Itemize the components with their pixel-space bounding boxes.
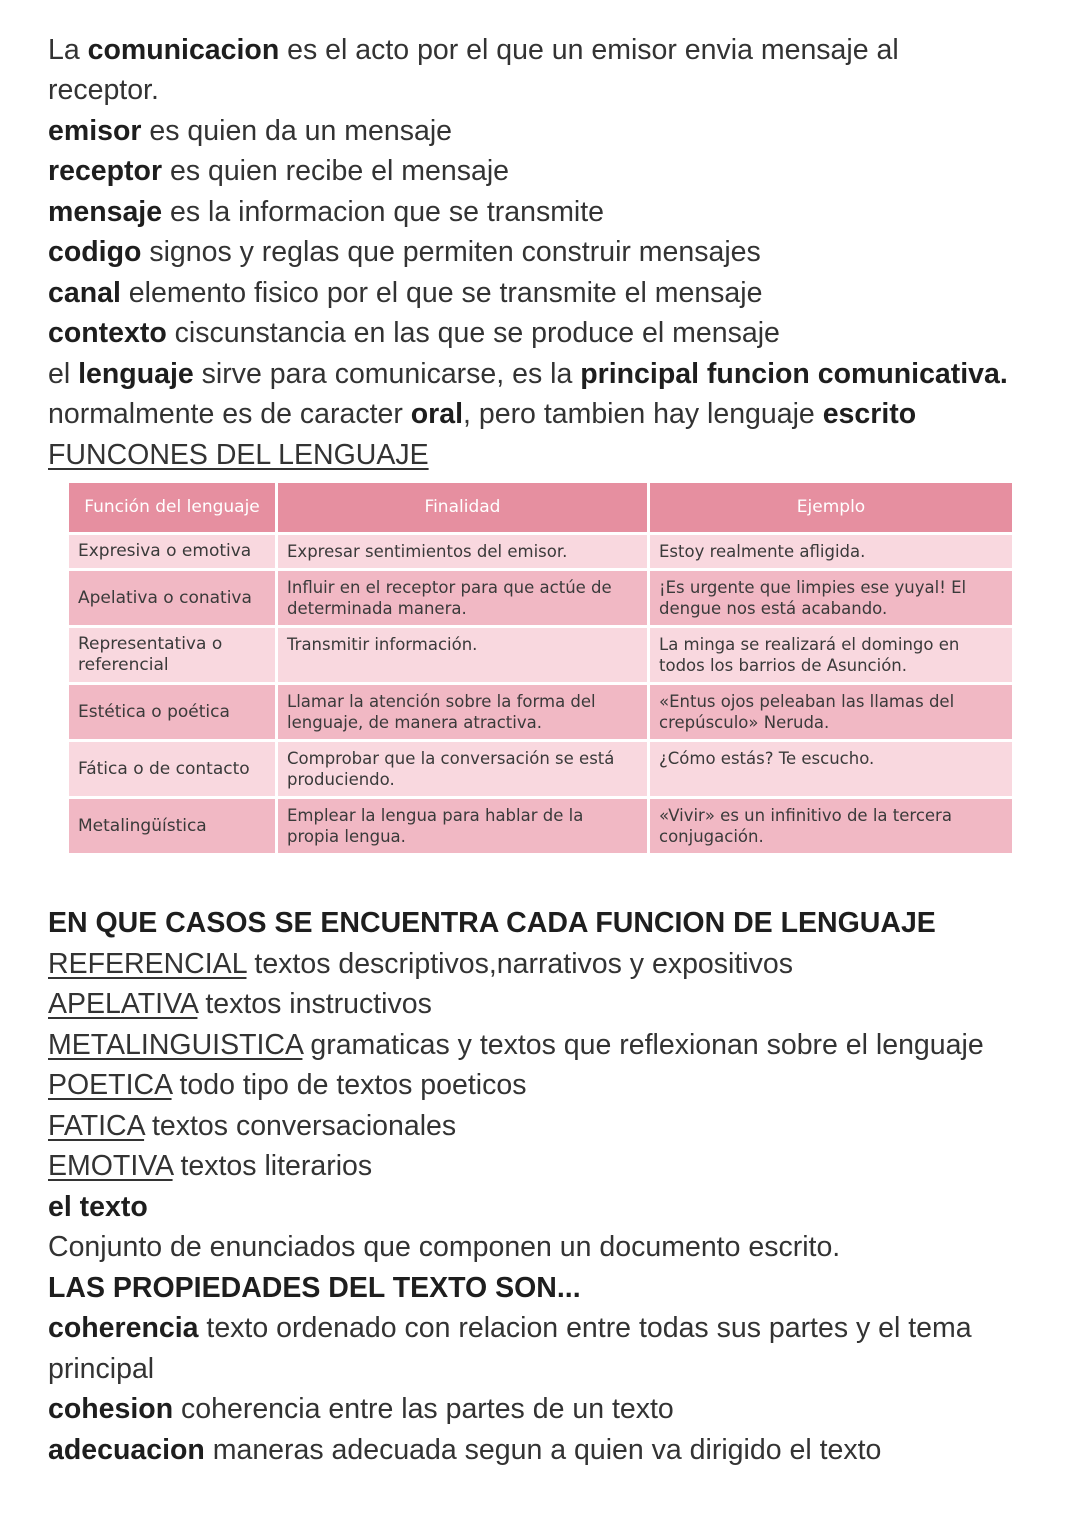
term: emisor	[48, 115, 142, 147]
text: normalmente es de caracter	[48, 398, 411, 430]
term: mensaje	[48, 196, 163, 228]
header-funcion: Función del lenguaje	[68, 482, 277, 534]
section-title-funciones: FUNCONES DEL LENGUAJE	[48, 439, 429, 471]
term: coherencia	[48, 1312, 199, 1344]
caso-text: todo tipo de textos poeticos	[171, 1069, 527, 1101]
term-oral: oral	[410, 398, 464, 430]
caso-text: gramaticas y textos que reflexionan sobre el lenguaje	[302, 1029, 984, 1061]
definition: es la informacion que se transmite	[162, 196, 605, 228]
def-receptor	[48, 151, 509, 191]
cell-ejemplo: ¡Es urgente que limpies ese yuyal! El dengue nos está acabando.	[649, 570, 1014, 627]
def-codigo	[48, 232, 761, 272]
caso-text: textos literarios	[172, 1150, 373, 1182]
term-principal-funcion: principal funcion comunicativa.	[580, 358, 1008, 390]
cell-funcion: Apelativa o conativa	[68, 570, 277, 627]
definition: signos y reglas que permiten construir mensajes	[141, 236, 761, 268]
cell-ejemplo: «Vivir» es un infinitivo de la tercera conjugación.	[649, 798, 1014, 855]
text: , pero tambien hay lenguaje	[463, 398, 823, 430]
caso-name: METALINGUISTICA	[48, 1029, 303, 1061]
definition: maneras adecuada segun a quien va dirigido el texto	[204, 1434, 882, 1466]
header-ejemplo: Ejemplo	[649, 482, 1014, 534]
def-canal	[48, 273, 762, 313]
table-row	[68, 570, 1014, 627]
intro-line-2: receptor.	[48, 74, 159, 106]
cell-finalidad: Emplear la lengua para hablar de la propia lengua.	[277, 798, 649, 855]
cell-finalidad: Comprobar que la conversación se está produciendo.	[277, 741, 649, 798]
term: adecuacion	[48, 1434, 205, 1466]
caso-apelativa	[48, 984, 432, 1024]
caso-text: textos descriptivos,narrativos y expositivos	[246, 948, 793, 980]
table-row	[68, 798, 1014, 855]
definition: texto ordenado con relacion entre todas sus partes y el tema	[198, 1312, 972, 1344]
definition: es quien da un mensaje	[141, 115, 453, 147]
definition: es quien recibe el mensaje	[162, 155, 510, 187]
table-row	[68, 741, 1014, 798]
table-row	[68, 684, 1014, 741]
text: el	[48, 358, 79, 390]
cell-finalidad: Influir en el receptor para que actúe de determinada manera.	[277, 570, 649, 627]
cell-ejemplo: La minga se realizará el domingo en todos los barrios de Asunción.	[649, 627, 1014, 684]
prop-adecuacion	[48, 1430, 881, 1470]
caso-text: textos conversacionales	[144, 1110, 457, 1142]
term: canal	[48, 277, 121, 309]
cell-funcion: Expresiva o emotiva	[68, 534, 277, 570]
caso-name: APELATIVA	[48, 988, 198, 1020]
def-mensaje	[48, 192, 604, 232]
definition: ciscunstancia en las que se produce el mensaje	[166, 317, 780, 349]
table-header-row	[68, 482, 1014, 534]
caso-fatica	[48, 1106, 456, 1146]
definition: coherencia entre las partes de un texto	[173, 1393, 674, 1425]
text: es el acto por el que un emisor envia mensaje al	[279, 34, 899, 66]
def-emisor	[48, 111, 452, 151]
cell-funcion: Fática o de contacto	[68, 741, 277, 798]
header-finalidad: Finalidad	[277, 482, 649, 534]
term: receptor	[48, 155, 163, 187]
table-row	[68, 627, 1014, 684]
term-escrito: escrito	[822, 398, 917, 430]
caso-name: REFERENCIAL	[48, 948, 247, 980]
oral-line	[48, 394, 916, 434]
caso-name: POETICA	[48, 1069, 172, 1101]
caso-text: textos instructivos	[197, 988, 432, 1020]
cell-funcion: Representativa o referencial	[68, 627, 277, 684]
cell-finalidad: Expresar sentimientos del emisor.	[277, 534, 649, 570]
cell-ejemplo: «Entus ojos peleaban las llamas del crepúsculo» Neruda.	[649, 684, 1014, 741]
term-lenguaje: lenguaje	[78, 358, 194, 390]
prop-coherencia	[48, 1308, 972, 1348]
section-title-casos: EN QUE CASOS SE ENCUENTRA CADA FUNCION DE LENGUAJE	[48, 907, 936, 939]
caso-metalinguistica	[48, 1025, 984, 1065]
cell-ejemplo: ¿Cómo estás? Te escucho.	[649, 741, 1014, 798]
texto-definition: Conjunto de enunciados que componen un documento escrito.	[48, 1231, 841, 1263]
cell-funcion: Metalingüística	[68, 798, 277, 855]
term-comunicacion: comunicacion	[87, 34, 280, 66]
text: sirve para comunicarse, es la	[193, 358, 581, 390]
definition: elemento fisico por el que se transmite el mensaje	[120, 277, 763, 309]
def-contexto	[48, 313, 780, 353]
term: codigo	[48, 236, 142, 268]
cell-finalidad: Llamar la atención sobre la forma del lenguaje, de manera atractiva.	[277, 684, 649, 741]
cell-finalidad: Transmitir información.	[277, 627, 649, 684]
term: cohesion	[48, 1393, 174, 1425]
term: contexto	[48, 317, 167, 349]
caso-referencial	[48, 944, 793, 984]
text: La	[48, 34, 88, 66]
caso-poetica	[48, 1065, 526, 1105]
prop-coherencia-cont: principal	[48, 1353, 155, 1385]
caso-emotiva	[48, 1146, 372, 1186]
table-row	[68, 534, 1014, 570]
propiedades-title: LAS PROPIEDADES DEL TEXTO SON...	[48, 1272, 581, 1304]
funciones-table	[66, 480, 1012, 850]
cell-ejemplo: Estoy realmente afligida.	[649, 534, 1014, 570]
cell-funcion: Estética o poética	[68, 684, 277, 741]
caso-name: FATICA	[48, 1110, 145, 1142]
intro-line-1	[48, 30, 899, 70]
lenguaje-line	[48, 354, 1008, 394]
texto-title: el texto	[48, 1191, 148, 1223]
prop-cohesion	[48, 1389, 674, 1429]
caso-name: EMOTIVA	[48, 1150, 173, 1182]
